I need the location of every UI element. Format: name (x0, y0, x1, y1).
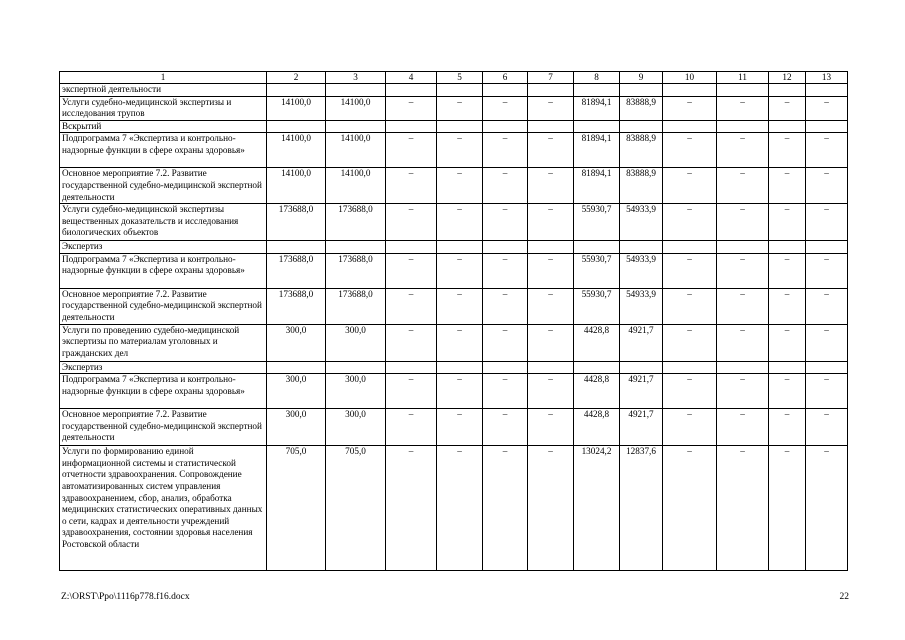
value-cell (267, 120, 326, 133)
value-cell: – (528, 133, 574, 168)
value-cell (574, 241, 620, 254)
value-cell: – (717, 324, 769, 361)
value-cell: 54933,9 (620, 288, 663, 324)
value-cell: 14100,0 (326, 96, 386, 120)
value-cell: – (386, 168, 437, 204)
value-cell: – (717, 253, 769, 288)
value-cell: – (386, 288, 437, 324)
value-cell: – (483, 324, 528, 361)
value-cell: – (483, 253, 528, 288)
table-row (60, 361, 848, 374)
value-cell (483, 241, 528, 254)
value-cell: – (769, 446, 806, 571)
value-cell (663, 241, 717, 254)
value-cell: – (806, 253, 848, 288)
value-cell: – (717, 409, 769, 446)
table-row (60, 120, 848, 133)
value-cell (528, 361, 574, 374)
value-cell: – (437, 204, 483, 241)
value-cell: – (769, 96, 806, 120)
value-cell: – (663, 324, 717, 361)
value-cell: – (437, 446, 483, 571)
value-cell: 300,0 (267, 409, 326, 446)
value-cell (386, 241, 437, 254)
value-cell: 4428,8 (574, 409, 620, 446)
value-cell: – (483, 133, 528, 168)
value-cell: – (528, 288, 574, 324)
value-cell (717, 361, 769, 374)
value-cell: – (437, 324, 483, 361)
value-cell: – (663, 409, 717, 446)
table-row (60, 446, 848, 571)
header-row (60, 72, 848, 84)
column-header: 13 (806, 72, 848, 84)
value-cell: 300,0 (326, 409, 386, 446)
value-cell: 4921,7 (620, 324, 663, 361)
column-header: 7 (528, 72, 574, 84)
value-cell: – (386, 374, 437, 409)
data-table (59, 71, 848, 571)
value-cell: 83888,9 (620, 96, 663, 120)
value-cell: 300,0 (267, 374, 326, 409)
value-cell: – (437, 133, 483, 168)
value-cell (620, 361, 663, 374)
value-cell (620, 120, 663, 133)
value-cell (326, 361, 386, 374)
value-cell: 83888,9 (620, 133, 663, 168)
value-cell: – (483, 288, 528, 324)
column-header: 12 (769, 72, 806, 84)
value-cell: – (437, 288, 483, 324)
value-cell: – (806, 409, 848, 446)
value-cell (574, 84, 620, 97)
value-cell: 173688,0 (267, 288, 326, 324)
value-cell (769, 84, 806, 97)
value-cell (483, 84, 528, 97)
value-cell (386, 120, 437, 133)
value-cell (663, 84, 717, 97)
value-cell: 4428,8 (574, 324, 620, 361)
row-label-cell: Основное мероприятие 7.2. Развитие государственной судебно-медицинской экспертной деятельности (60, 288, 267, 324)
value-cell: 55930,7 (574, 253, 620, 288)
column-header: 2 (267, 72, 326, 84)
value-cell: – (386, 324, 437, 361)
table-row (60, 324, 848, 361)
value-cell: 54933,9 (620, 253, 663, 288)
value-cell (267, 361, 326, 374)
value-cell: 54933,9 (620, 204, 663, 241)
value-cell: 14100,0 (326, 133, 386, 168)
table-row (60, 374, 848, 409)
value-cell (717, 241, 769, 254)
table-row (60, 84, 848, 97)
table-row (60, 96, 848, 120)
value-cell: – (437, 409, 483, 446)
value-cell: – (663, 96, 717, 120)
value-cell (806, 120, 848, 133)
value-cell: – (663, 133, 717, 168)
value-cell: – (769, 133, 806, 168)
value-cell: 14100,0 (326, 168, 386, 204)
table-row (60, 168, 848, 204)
column-header: 5 (437, 72, 483, 84)
value-cell (528, 120, 574, 133)
table-row (60, 204, 848, 241)
value-cell: – (483, 204, 528, 241)
value-cell (574, 120, 620, 133)
value-cell: – (386, 446, 437, 571)
table-row (60, 241, 848, 254)
value-cell (663, 120, 717, 133)
value-cell (620, 84, 663, 97)
value-cell: – (717, 204, 769, 241)
value-cell: – (483, 168, 528, 204)
value-cell (806, 361, 848, 374)
value-cell: – (769, 374, 806, 409)
value-cell: – (386, 96, 437, 120)
row-label-cell: Услуги по формированию единой информационной системы и статистической отчетности здравоохранения. Сопровождение автоматизированных систем управления здравоохранением, сбор, анализ, обработка медицинских статистических оперативных данных о сети, кадрах и деятельности учреждений здравоохранения, состоянии здоровья населения Ростовской области (60, 446, 267, 571)
value-cell: – (806, 288, 848, 324)
value-cell: 81894,1 (574, 168, 620, 204)
value-cell (620, 241, 663, 254)
value-cell: – (769, 409, 806, 446)
value-cell: 4921,7 (620, 374, 663, 409)
column-header: 11 (717, 72, 769, 84)
value-cell (806, 84, 848, 97)
value-cell: 14100,0 (267, 96, 326, 120)
value-cell: – (528, 168, 574, 204)
column-header: 9 (620, 72, 663, 84)
value-cell (386, 84, 437, 97)
value-cell: 83888,9 (620, 168, 663, 204)
value-cell: – (769, 288, 806, 324)
value-cell: – (437, 253, 483, 288)
value-cell: 300,0 (326, 324, 386, 361)
value-cell (437, 120, 483, 133)
column-header: 3 (326, 72, 386, 84)
value-cell: – (528, 409, 574, 446)
column-header: 8 (574, 72, 620, 84)
value-cell (769, 361, 806, 374)
footer-file-path: Z:\ORST\Ppo\1116p778.f16.docx (61, 592, 190, 602)
value-cell: – (528, 96, 574, 120)
value-cell: – (528, 253, 574, 288)
value-cell: – (769, 204, 806, 241)
value-cell: – (386, 204, 437, 241)
value-cell (717, 120, 769, 133)
table-row (60, 253, 848, 288)
row-label-cell: Подпрограмма 7 «Экспертиза и контрольно-надзорные функции в сфере охраны здоровья» (60, 133, 267, 168)
table-row (60, 288, 848, 324)
value-cell (326, 84, 386, 97)
row-label-cell: Экспертиз (60, 241, 267, 254)
value-cell: 300,0 (326, 374, 386, 409)
value-cell: – (483, 96, 528, 120)
value-cell: – (806, 96, 848, 120)
value-cell (437, 241, 483, 254)
value-cell: 81894,1 (574, 96, 620, 120)
value-cell: 12837,6 (620, 446, 663, 571)
value-cell: – (717, 446, 769, 571)
value-cell: – (663, 446, 717, 571)
value-cell (528, 84, 574, 97)
value-cell (574, 361, 620, 374)
value-cell: 81894,1 (574, 133, 620, 168)
value-cell (769, 120, 806, 133)
value-cell: – (437, 168, 483, 204)
column-header: 10 (663, 72, 717, 84)
value-cell: 14100,0 (267, 168, 326, 204)
value-cell: 173688,0 (326, 288, 386, 324)
value-cell (769, 241, 806, 254)
value-cell: 55930,7 (574, 204, 620, 241)
value-cell (437, 361, 483, 374)
table-row (60, 133, 848, 168)
value-cell (326, 241, 386, 254)
row-label-cell: Подпрограмма 7 «Экспертиза и контрольно-надзорные функции в сфере охраны здоровья» (60, 253, 267, 288)
column-header: 6 (483, 72, 528, 84)
column-header: 4 (386, 72, 437, 84)
value-cell (528, 241, 574, 254)
value-cell: – (806, 446, 848, 571)
value-cell: – (663, 204, 717, 241)
value-cell: 4428,8 (574, 374, 620, 409)
value-cell: 173688,0 (326, 204, 386, 241)
value-cell: – (717, 374, 769, 409)
value-cell: – (528, 374, 574, 409)
value-cell: 55930,7 (574, 288, 620, 324)
value-cell: – (528, 324, 574, 361)
table-row (60, 409, 848, 446)
value-cell (437, 84, 483, 97)
value-cell: 705,0 (267, 446, 326, 571)
value-cell (267, 241, 326, 254)
value-cell: – (663, 253, 717, 288)
row-label-cell: Услуги судебно-медицинской экспертизы вещественных доказательств и исследования биологических объектов (60, 204, 267, 241)
value-cell: – (483, 446, 528, 571)
value-cell: – (769, 253, 806, 288)
value-cell: – (717, 96, 769, 120)
value-cell (663, 361, 717, 374)
row-label-cell: экспертной деятельности (60, 84, 267, 97)
value-cell: 4921,7 (620, 409, 663, 446)
value-cell: 173688,0 (267, 204, 326, 241)
value-cell: 300,0 (267, 324, 326, 361)
value-cell: – (663, 168, 717, 204)
value-cell: – (483, 374, 528, 409)
value-cell: 705,0 (326, 446, 386, 571)
value-cell (267, 84, 326, 97)
value-cell: – (528, 204, 574, 241)
row-label-cell: Подпрограмма 7 «Экспертиза и контрольно-надзорные функции в сфере охраны здоровья» (60, 374, 267, 409)
row-label-cell: Экспертиз (60, 361, 267, 374)
row-label-cell: Услуги по проведению судебно-медицинской экспертизы по материалам уголовных и гражданских дел (60, 324, 267, 361)
value-cell: – (769, 168, 806, 204)
footer-page-number: 22 (839, 592, 849, 602)
value-cell: – (769, 324, 806, 361)
row-label-cell: Основное мероприятие 7.2. Развитие государственной судебно-медицинской экспертной деятельности (60, 409, 267, 446)
value-cell: – (386, 133, 437, 168)
value-cell (483, 361, 528, 374)
value-cell: – (806, 133, 848, 168)
value-cell: 13024,2 (574, 446, 620, 571)
value-cell: – (717, 133, 769, 168)
value-cell: – (717, 288, 769, 324)
value-cell (806, 241, 848, 254)
value-cell: 173688,0 (326, 253, 386, 288)
row-label-cell: Услуги судебно-медицинской экспертизы и исследования трупов (60, 96, 267, 120)
row-label-cell: Вскрытий (60, 120, 267, 133)
value-cell: – (386, 409, 437, 446)
value-cell: – (806, 204, 848, 241)
value-cell: – (437, 96, 483, 120)
value-cell: – (806, 324, 848, 361)
value-cell: – (663, 288, 717, 324)
row-label-cell: Основное мероприятие 7.2. Развитие государственной судебно-медицинской экспертной деятельности (60, 168, 267, 204)
value-cell (483, 120, 528, 133)
value-cell: – (483, 409, 528, 446)
value-cell: 14100,0 (267, 133, 326, 168)
value-cell (326, 120, 386, 133)
value-cell: – (806, 168, 848, 204)
value-cell: – (386, 253, 437, 288)
value-cell: – (437, 374, 483, 409)
value-cell: – (528, 446, 574, 571)
value-cell: 173688,0 (267, 253, 326, 288)
value-cell: – (806, 374, 848, 409)
value-cell: – (717, 168, 769, 204)
value-cell: – (663, 374, 717, 409)
value-cell (386, 361, 437, 374)
value-cell (717, 84, 769, 97)
column-header: 1 (60, 72, 267, 84)
